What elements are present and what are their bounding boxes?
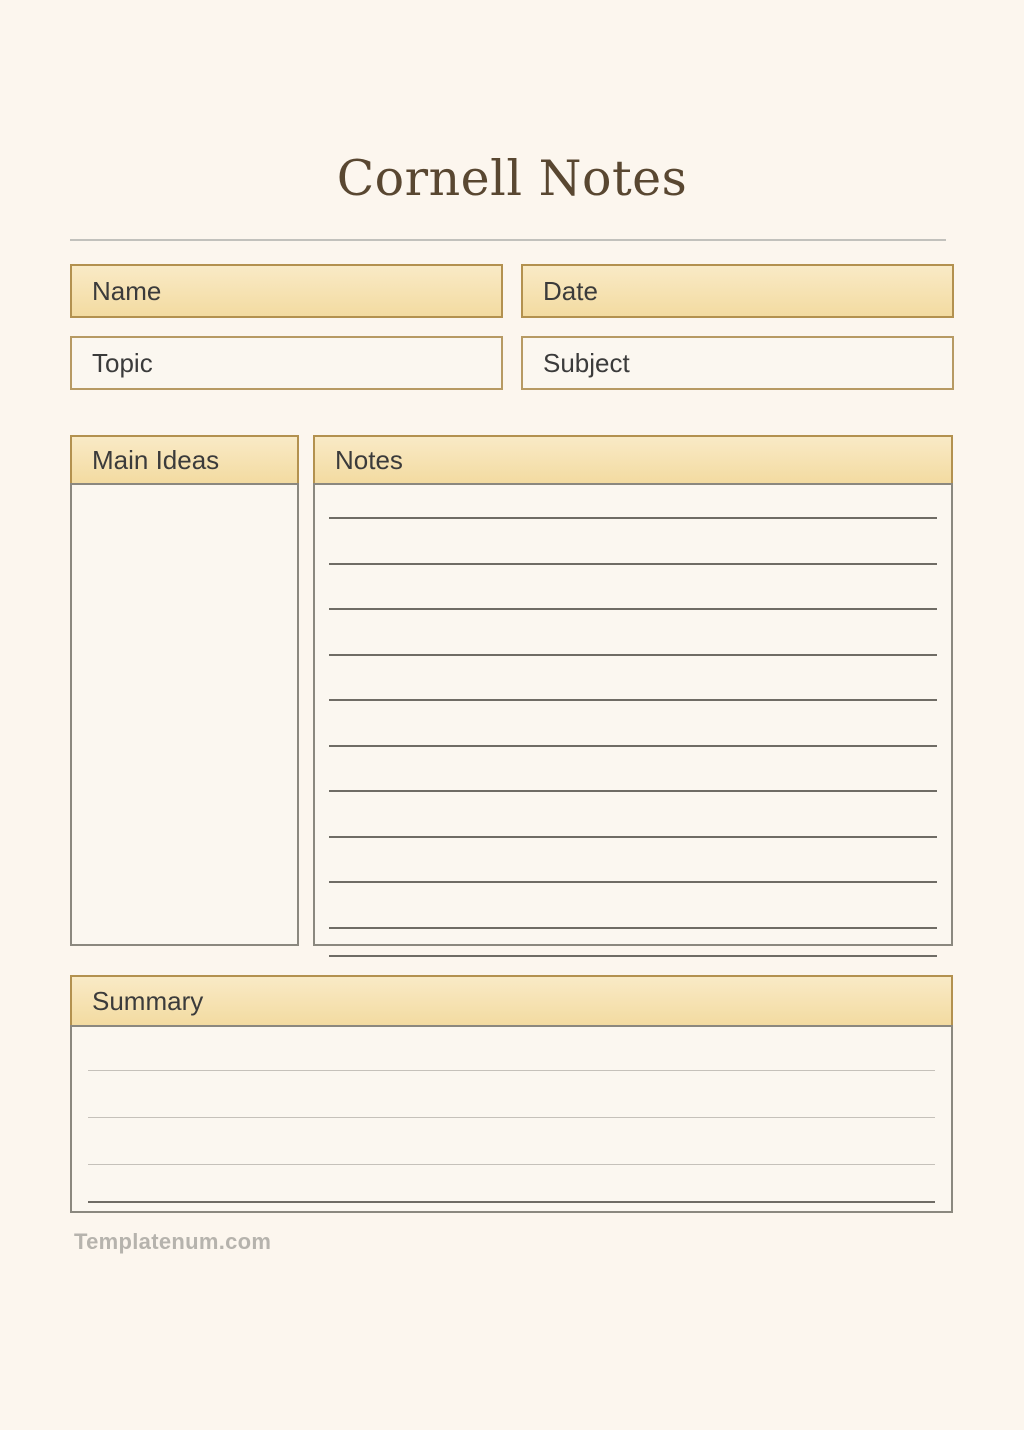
main-ideas-writing-area[interactable]	[70, 483, 299, 946]
ruled-line	[329, 747, 937, 793]
summary-section	[70, 975, 953, 1213]
watermark: Templatenum.com	[74, 1229, 272, 1254]
ruled-line	[88, 1118, 935, 1165]
main-ideas-label: Main Ideas	[92, 444, 220, 475]
topic-field-label: Topic	[92, 347, 153, 378]
notes-section	[313, 435, 953, 946]
ruled-line	[329, 610, 937, 656]
notes-label: Notes	[335, 444, 403, 475]
ruled-line	[88, 1165, 935, 1203]
summary-label: Summary	[92, 985, 204, 1016]
ruled-line	[329, 701, 937, 747]
ruled-line	[329, 519, 937, 565]
ruled-line	[329, 792, 937, 838]
ruled-line	[329, 485, 937, 519]
ruled-line	[329, 929, 937, 957]
ruled-line	[329, 838, 937, 884]
topic-field[interactable]	[70, 336, 503, 390]
subject-field-label: Subject	[543, 347, 630, 378]
main-ideas-header	[70, 435, 299, 483]
subject-field[interactable]	[521, 336, 954, 390]
ruled-line	[329, 883, 937, 929]
ruled-line	[329, 656, 937, 702]
ruled-line	[329, 565, 937, 611]
date-field-label: Date	[543, 275, 598, 306]
notes-writing-area[interactable]	[313, 483, 953, 946]
summary-header	[70, 975, 953, 1025]
main-ideas-section	[70, 435, 299, 946]
date-field[interactable]	[521, 264, 954, 318]
name-field[interactable]	[70, 264, 503, 318]
page-title: Cornell Notes	[336, 150, 688, 207]
ruled-line	[88, 1027, 935, 1071]
ruled-line	[88, 1071, 935, 1118]
name-field-label: Name	[92, 275, 162, 306]
notes-header	[313, 435, 953, 483]
title-divider	[70, 239, 946, 241]
summary-writing-area[interactable]	[70, 1025, 953, 1213]
